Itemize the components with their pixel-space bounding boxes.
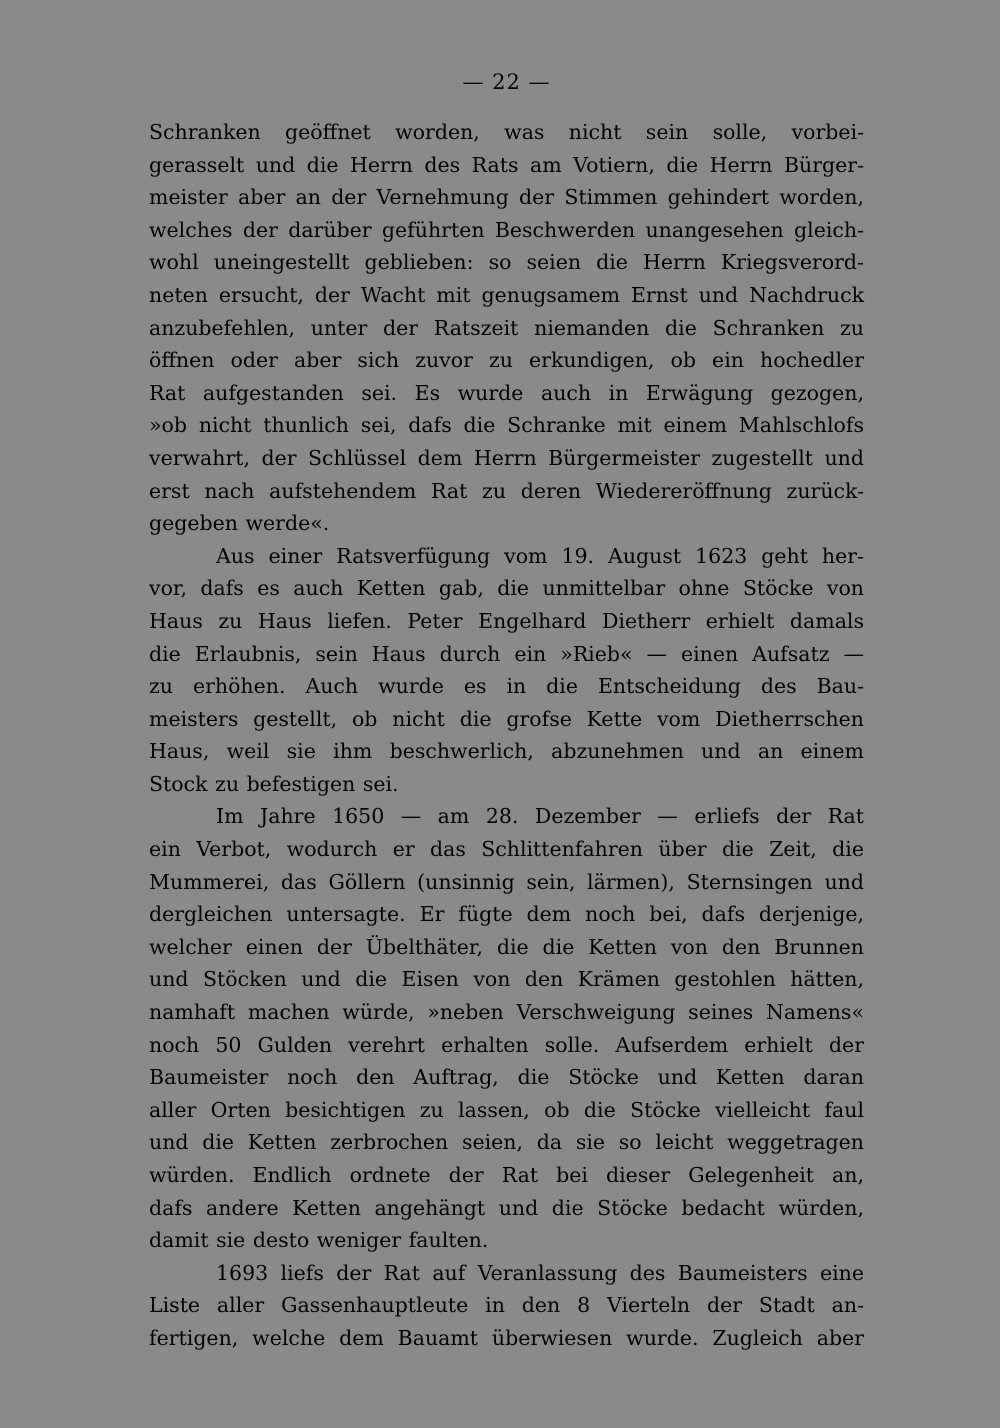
paragraph xyxy=(149,800,864,1256)
text-line: »ob nicht thunlich sei, dafs die Schranke mit einem Mahlschlofs xyxy=(149,413,864,438)
text-line: dafs andere Ketten angehängt und die Stöcke bedacht würden, xyxy=(149,1195,864,1220)
text-line: meisters gestellt, ob nicht die grofse Kette vom Dietherrschen xyxy=(149,706,864,731)
text-line: Stock zu befestigen sei. xyxy=(149,771,399,796)
text-line: Haus, weil sie ihm beschwerlich, abzunehmen und an einem xyxy=(149,739,864,764)
text-line: noch 50 Gulden verehrt erhalten solle. Aufserdem erhielt der xyxy=(149,1032,864,1057)
text-line: dergleichen untersagte. Er fügte dem noch bei, dafs derjenige, xyxy=(149,902,864,927)
text-line: gerasselt und die Herrn des Rats am Votiern, die Herrn Bürger- xyxy=(149,152,864,177)
text-line: zu erhöhen. Auch wurde es in die Entscheidung des Bau- xyxy=(149,674,864,699)
text-line: Aus einer Ratsverfügung vom 19. August 1623 geht her- xyxy=(216,543,864,568)
page-number: — 22 — xyxy=(462,70,551,94)
text-line: gegeben werde«. xyxy=(149,511,330,536)
text-line: und Stöcken und die Eisen von den Krämen gestohlen hätten, xyxy=(149,967,864,992)
text-line: vor, dafs es auch Ketten gab, die unmittelbar ohne Stöcke von xyxy=(149,576,864,601)
paragraph xyxy=(149,116,864,540)
text-line: erst nach aufstehendem Rat zu deren Wiedereröffnung zurück- xyxy=(149,478,864,503)
text-line: neten ersucht, der Wacht mit genugsamem Ernst und Nachdruck xyxy=(149,282,864,307)
text-line: Baumeister noch den Auftrag, die Stöcke und Ketten daran xyxy=(149,1065,864,1090)
text-line: ein Verbot, wodurch er das Schlittenfahren über die Zeit, die xyxy=(149,837,864,862)
text-line: namhaft machen würde, »neben Verschweigung seines Namens« xyxy=(149,1000,864,1025)
text-line: Haus zu Haus liefen. Peter Engelhard Dietherr erhielt damals xyxy=(149,608,864,633)
text-line: Schranken geöffnet worden, was nicht sein solle, vorbei- xyxy=(149,120,864,144)
text-line: öffnen oder aber sich zuvor zu erkundigen, ob ein hochedler xyxy=(149,348,864,373)
body-text xyxy=(149,116,864,1355)
text-line: Im Jahre 1650 — am 28. Dezember — erliefs der Rat xyxy=(216,804,864,829)
document-page xyxy=(149,62,864,1355)
text-line: Liste aller Gassenhauptleute in den 8 Vierteln der Stadt an- xyxy=(149,1293,864,1318)
paragraph xyxy=(149,540,864,801)
text-line: welcher einen der Übelthäter, die die Ketten von den Brunnen xyxy=(149,934,864,959)
text-line: fertigen, welche dem Bauamt überwiesen wurde. Zugleich aber xyxy=(149,1325,864,1350)
text-line: anzubefehlen, unter der Ratszeit niemanden die Schranken zu xyxy=(149,315,864,340)
text-line: 1693 liefs der Rat auf Veranlassung des Baumeisters eine xyxy=(216,1260,864,1285)
text-line: würden. Endlich ordnete der Rat bei dieser Gelegenheit an, xyxy=(149,1163,864,1187)
text-line: meister aber an der Vernehmung der Stimmen gehindert worden, xyxy=(149,185,864,210)
text-line: damit sie desto weniger faulten. xyxy=(149,1228,489,1253)
text-line: und die Ketten zerbrochen seien, da sie so leicht weggetragen xyxy=(149,1130,864,1155)
text-line: aller Orten besichtigen zu lassen, ob die Stöcke vielleicht faul xyxy=(149,1097,864,1122)
text-line: Mummerei, das Göllern (unsinnig sein, lärmen), Sternsingen und xyxy=(149,869,864,894)
text-line: welches der darüber geführten Beschwerden unangesehen gleich- xyxy=(149,217,864,242)
text-line: verwahrt, der Schlüssel dem Herrn Bürgermeister zugestellt und xyxy=(149,445,864,470)
paragraph xyxy=(149,1257,864,1355)
text-line: die Erlaubnis, sein Haus durch ein »Rieb« — einen Aufsatz — xyxy=(149,641,864,666)
text-line: wohl uneingestellt geblieben: so seien die Herrn Kriegsverord- xyxy=(149,250,864,275)
text-line: Rat aufgestanden sei. Es wurde auch in Erwägung gezogen, xyxy=(149,380,864,405)
